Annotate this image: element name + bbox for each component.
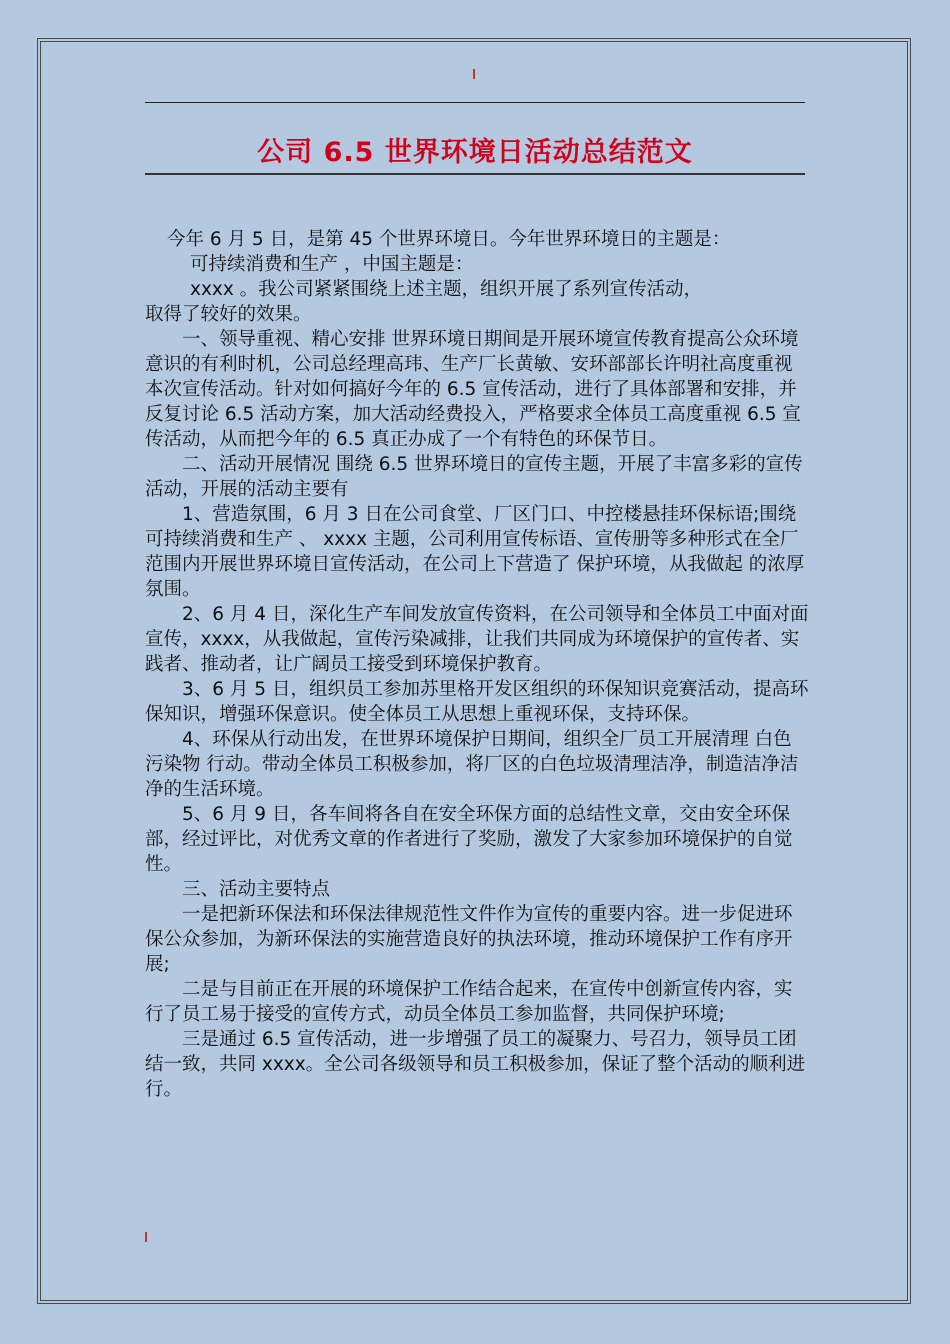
header-rule (145, 102, 805, 103)
paragraph: 2、6 月 4 日，深化生产车间发放宣传资料，在公司领导和全体员工中面对面宣传，xxxx，从我做起，宣传污染减排，让我们共同成为环境保护的宣传者、实践者、推动者，让广阔员工接受到环境保护教育。 (145, 604, 809, 675)
paragraph: 今年 6 月 5 日，是第 45 个世界环境日。今年世界环境日的主题是： (167, 229, 731, 250)
paragraph: xxxx 。我公司紧紧围绕上述主题，组织开展了系列宣传活动， (190, 279, 703, 300)
paragraph: 5、6 月 9 日，各车间将各自在安全环保方面的总结性文章，交由安全环保部，经过评比，对优秀文章的作者进行了奖励，激发了大家参加环境保护的自觉性。 (145, 804, 793, 875)
paragraph: 二是与目前正在开展的环境保护工作结合起来，在宣传中创新宣传内容，实行了员工易于接受的宣传方式，动员全体员工参加监督，共同保护环境; (145, 979, 793, 1025)
paragraph: 一、领导重视、精心安排 世界环境日期间是开展环境宣传教育提高公众环境意识的有利时机，公司总经理高玮、生产厂长黄敏、安环部部长许明社高度重视本次宣传活动。针对如何搞好今年的 6.5 宣传活动，进行了具体部署和安排，并反复讨论 6.5 活动方案，加大活动经费投入，严格要求全体员工高度重视 6.5 宣传活动，从而把今年的 6.5 真正办成了一个有特色的环保节日。 (145, 329, 801, 450)
title-underline (145, 173, 805, 175)
footer-mark (145, 1232, 147, 1242)
paragraph: 3、6 月 5 日，组织员工参加苏里格开发区组织的环保知识竞赛活动，提高环保知识，增强环保意识。使全体员工从思想上重视环保，支持环保。 (145, 679, 809, 725)
paragraph: 1、营造氛围，6 月 3 日在公司食堂、厂区门口、中控楼悬挂环保标语;围绕 可持续消费和生产 、 xxxx 主题，公司利用宣传标语、宣传册等多种形式在全厂范围内开展世界环境日宣传活动，在公司上下营造了 保护环境，从我做起 的浓厚氛围。 (145, 504, 805, 600)
paragraph: 三是通过 6.5 宣传活动，进一步增强了员工的凝聚力、号召力，领导员工团结一致，共同 xxxx。全公司各级领导和员工积极参加，保证了整个活动的顺利进行。 (145, 1029, 806, 1100)
paragraph: 三、活动主要特点 (182, 879, 331, 900)
paragraph: 4、环保从行动出发，在世界环境保护日期间，组织全厂员工开展清理 白色污染物 行动。带动全体员工积极参加，将厂区的白色垃圾清理洁净，制造洁净洁净的生活环境。 (145, 729, 799, 800)
document-title: 公司 6.5 世界环境日活动总结范文 (257, 137, 693, 168)
header-mark (473, 69, 475, 79)
paragraph: 可持续消费和生产 ，中国主题是： (190, 254, 474, 275)
paragraph: 一是把新环保法和环保法律规范性文件作为宣传的重要内容。进一步促进环保公众参加，为新环保法的实施营造良好的执法环境，推动环境保护工作有序开展; (145, 904, 793, 975)
paragraph: 二、活动开展情况 围绕 6.5 世界环境日的宣传主题，开展了丰富多彩的宣传活动，开展的活动主要有 (145, 454, 803, 500)
paragraph: 取得了较好的效果。 (145, 304, 312, 325)
document-body (145, 227, 810, 1102)
